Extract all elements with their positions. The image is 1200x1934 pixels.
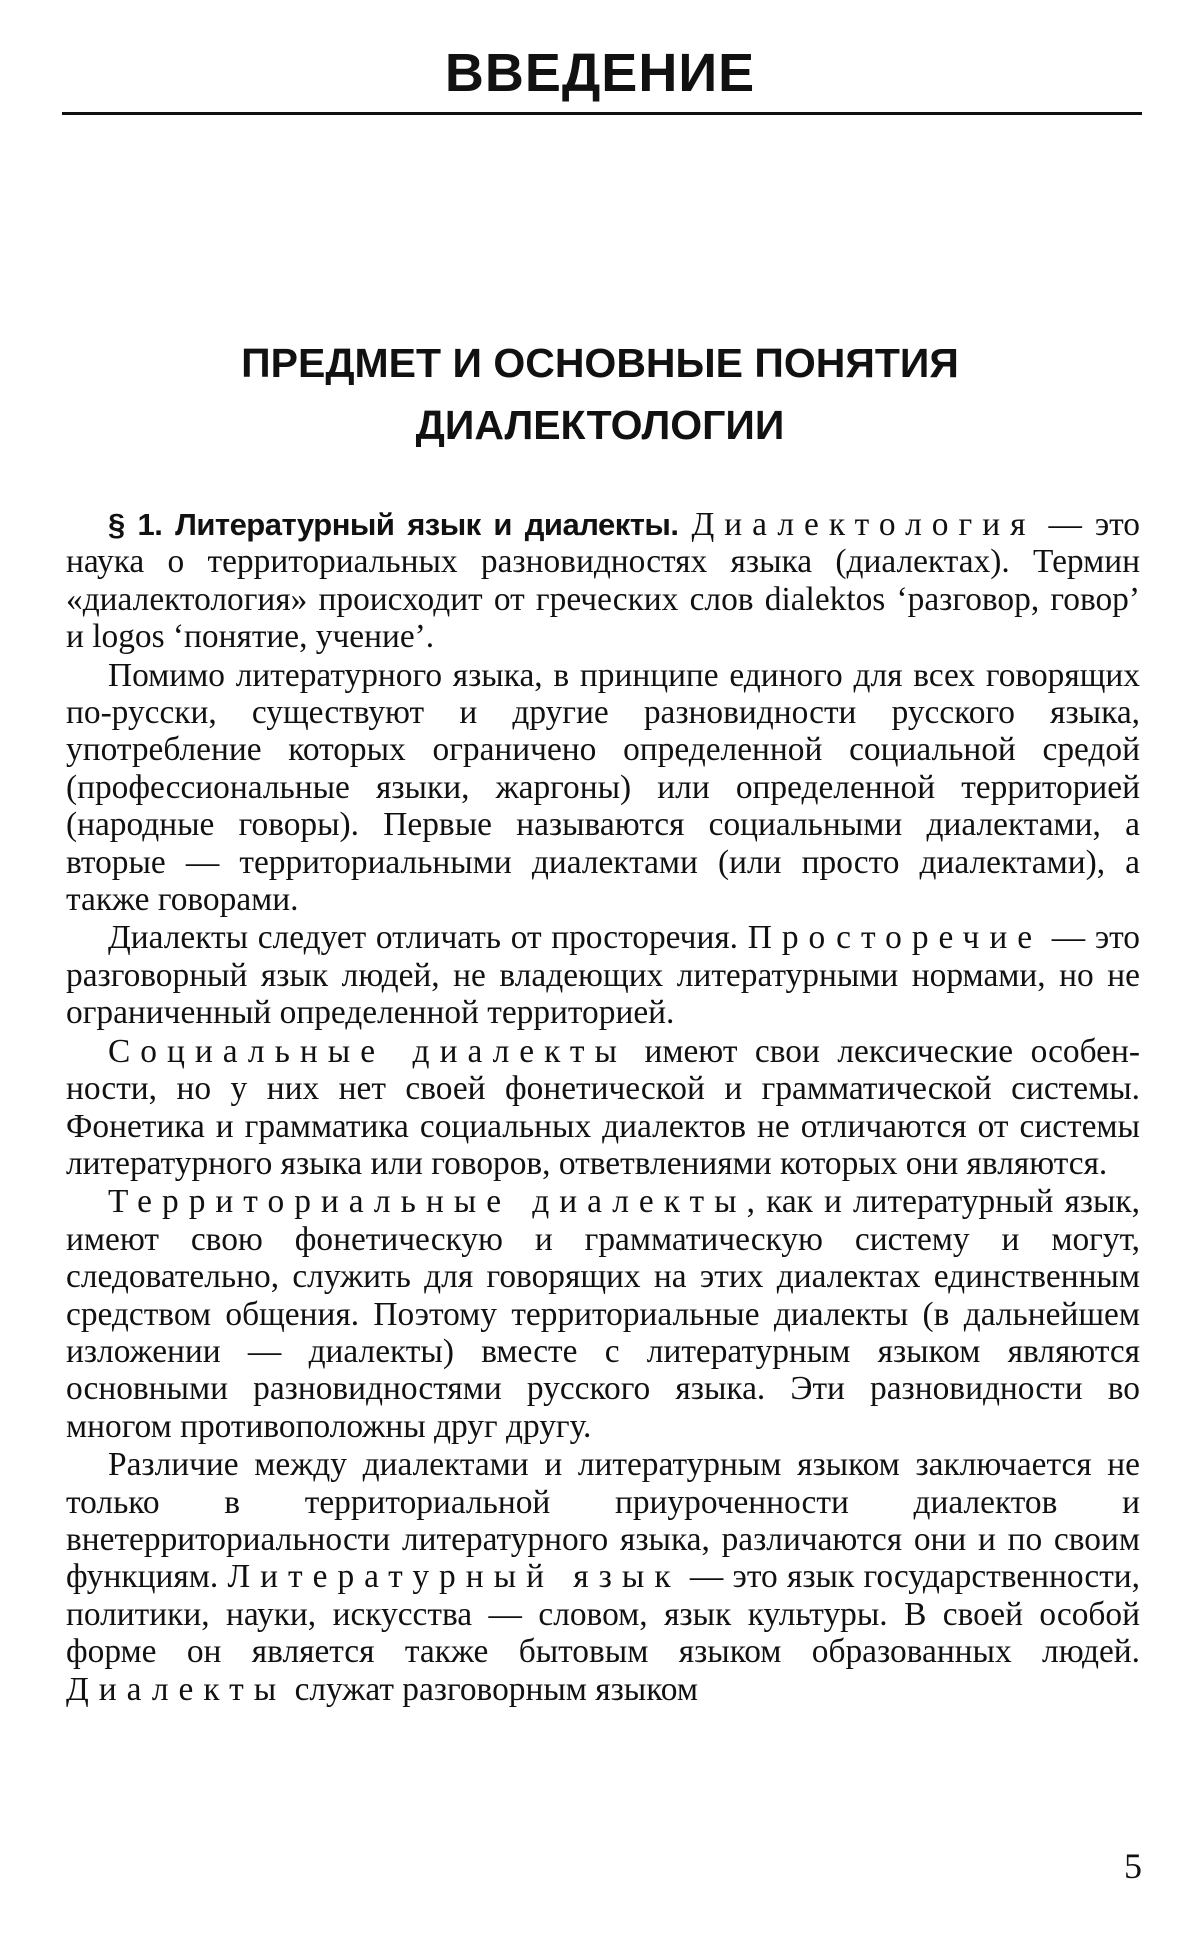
paragraph-text: — это разговорный язык людей, не владеющих литературными нормами, но не ограниченный определенной территорией. [66, 919, 1141, 1032]
paragraph-3 [66, 919, 1140, 1031]
section-title-line-1: ПРЕДМЕТ И ОСНОВНЫЕ ПОНЯТИЯ [241, 340, 959, 386]
section-title [0, 332, 1200, 456]
paragraph-6 [66, 1446, 1140, 1708]
paragraph-text: — это наука о территориальных разновидностях языка (диалектах). Термин «диалектология» происходит от греческих слов dialektos ‘разговор, говор’ и logos ‘понятие, учение’. [66, 506, 1141, 656]
paragraph-text: , как и литературный язык, имеют свою фонетическую и грамматическую систему и могут, следовательно, служить для говорящих на этих диалектах единственным средством общения. Поэтому территориальные диалекты (в дальнейшем изложении — диалекты) вместе с литературным языком являются основными разновидностями русского языка. Эти разновидности во многом противоположны друг другу. [66, 1183, 1140, 1445]
chapter-title: ВВЕДЕНИЕ [444, 43, 756, 103]
paragraph-text: Диалекты следует отличать от просторечия. [108, 919, 748, 957]
paragraph-text: имеют свои лексические особенности, но у них нет своей фонетической и грамматической системы. Фонетика и грамматика социальных диалектов не отличаются от системы литературного языка или говоров, ответвлениями которых они являются. [66, 1032, 1140, 1182]
spaced-term: Социальные диалекты [108, 1032, 627, 1070]
paragraph-text: — это язык государственности, политики, науки, искусства — словом, язык культуры. В своей особой форме он является также бытовым языком образованных людей. [66, 1558, 1141, 1671]
spaced-term: Диалектология [691, 506, 1036, 543]
paragraph-text: Помимо литературного языка, в принципе единого для всех говорящих по-русски, существуют и другие разновидности русского языка, употребление которых ограничено определенной социальной средой (профессиональные языки, жаргоны) или определенной территорией (народные говоры). Первые называются социальными диалектами, а вторые — территориальными диалектами (или просто диалектами), а также говорами. [66, 656, 1140, 919]
spaced-term: Территориальные диалекты [108, 1183, 747, 1221]
spaced-term: Просторечие [747, 919, 1043, 957]
page-number: 5 [1124, 1846, 1142, 1886]
paragraph-5 [66, 1183, 1140, 1445]
spaced-term: Литературный язык [227, 1558, 681, 1596]
paragraph-4 [66, 1033, 1140, 1183]
body-text [66, 506, 1140, 1708]
section-title-line-2: ДИАЛЕКТОЛОГИИ [415, 402, 785, 448]
paragraph-text: служат разговорным языком [286, 1670, 698, 1708]
paragraph-1 [66, 506, 1140, 656]
paragraph-text: Различие между диалектами и литературным языком заключается не только в территориальной приуроченности диалектов и внетерриториальности литературного языка, различаются они и по своим функциям. [66, 1446, 1140, 1596]
title-rule [62, 112, 1142, 115]
section-lead: § 1. Литературный язык и диалекты. [108, 507, 679, 542]
spaced-term: Диалекты [66, 1670, 287, 1708]
paragraph-2 [66, 657, 1140, 919]
